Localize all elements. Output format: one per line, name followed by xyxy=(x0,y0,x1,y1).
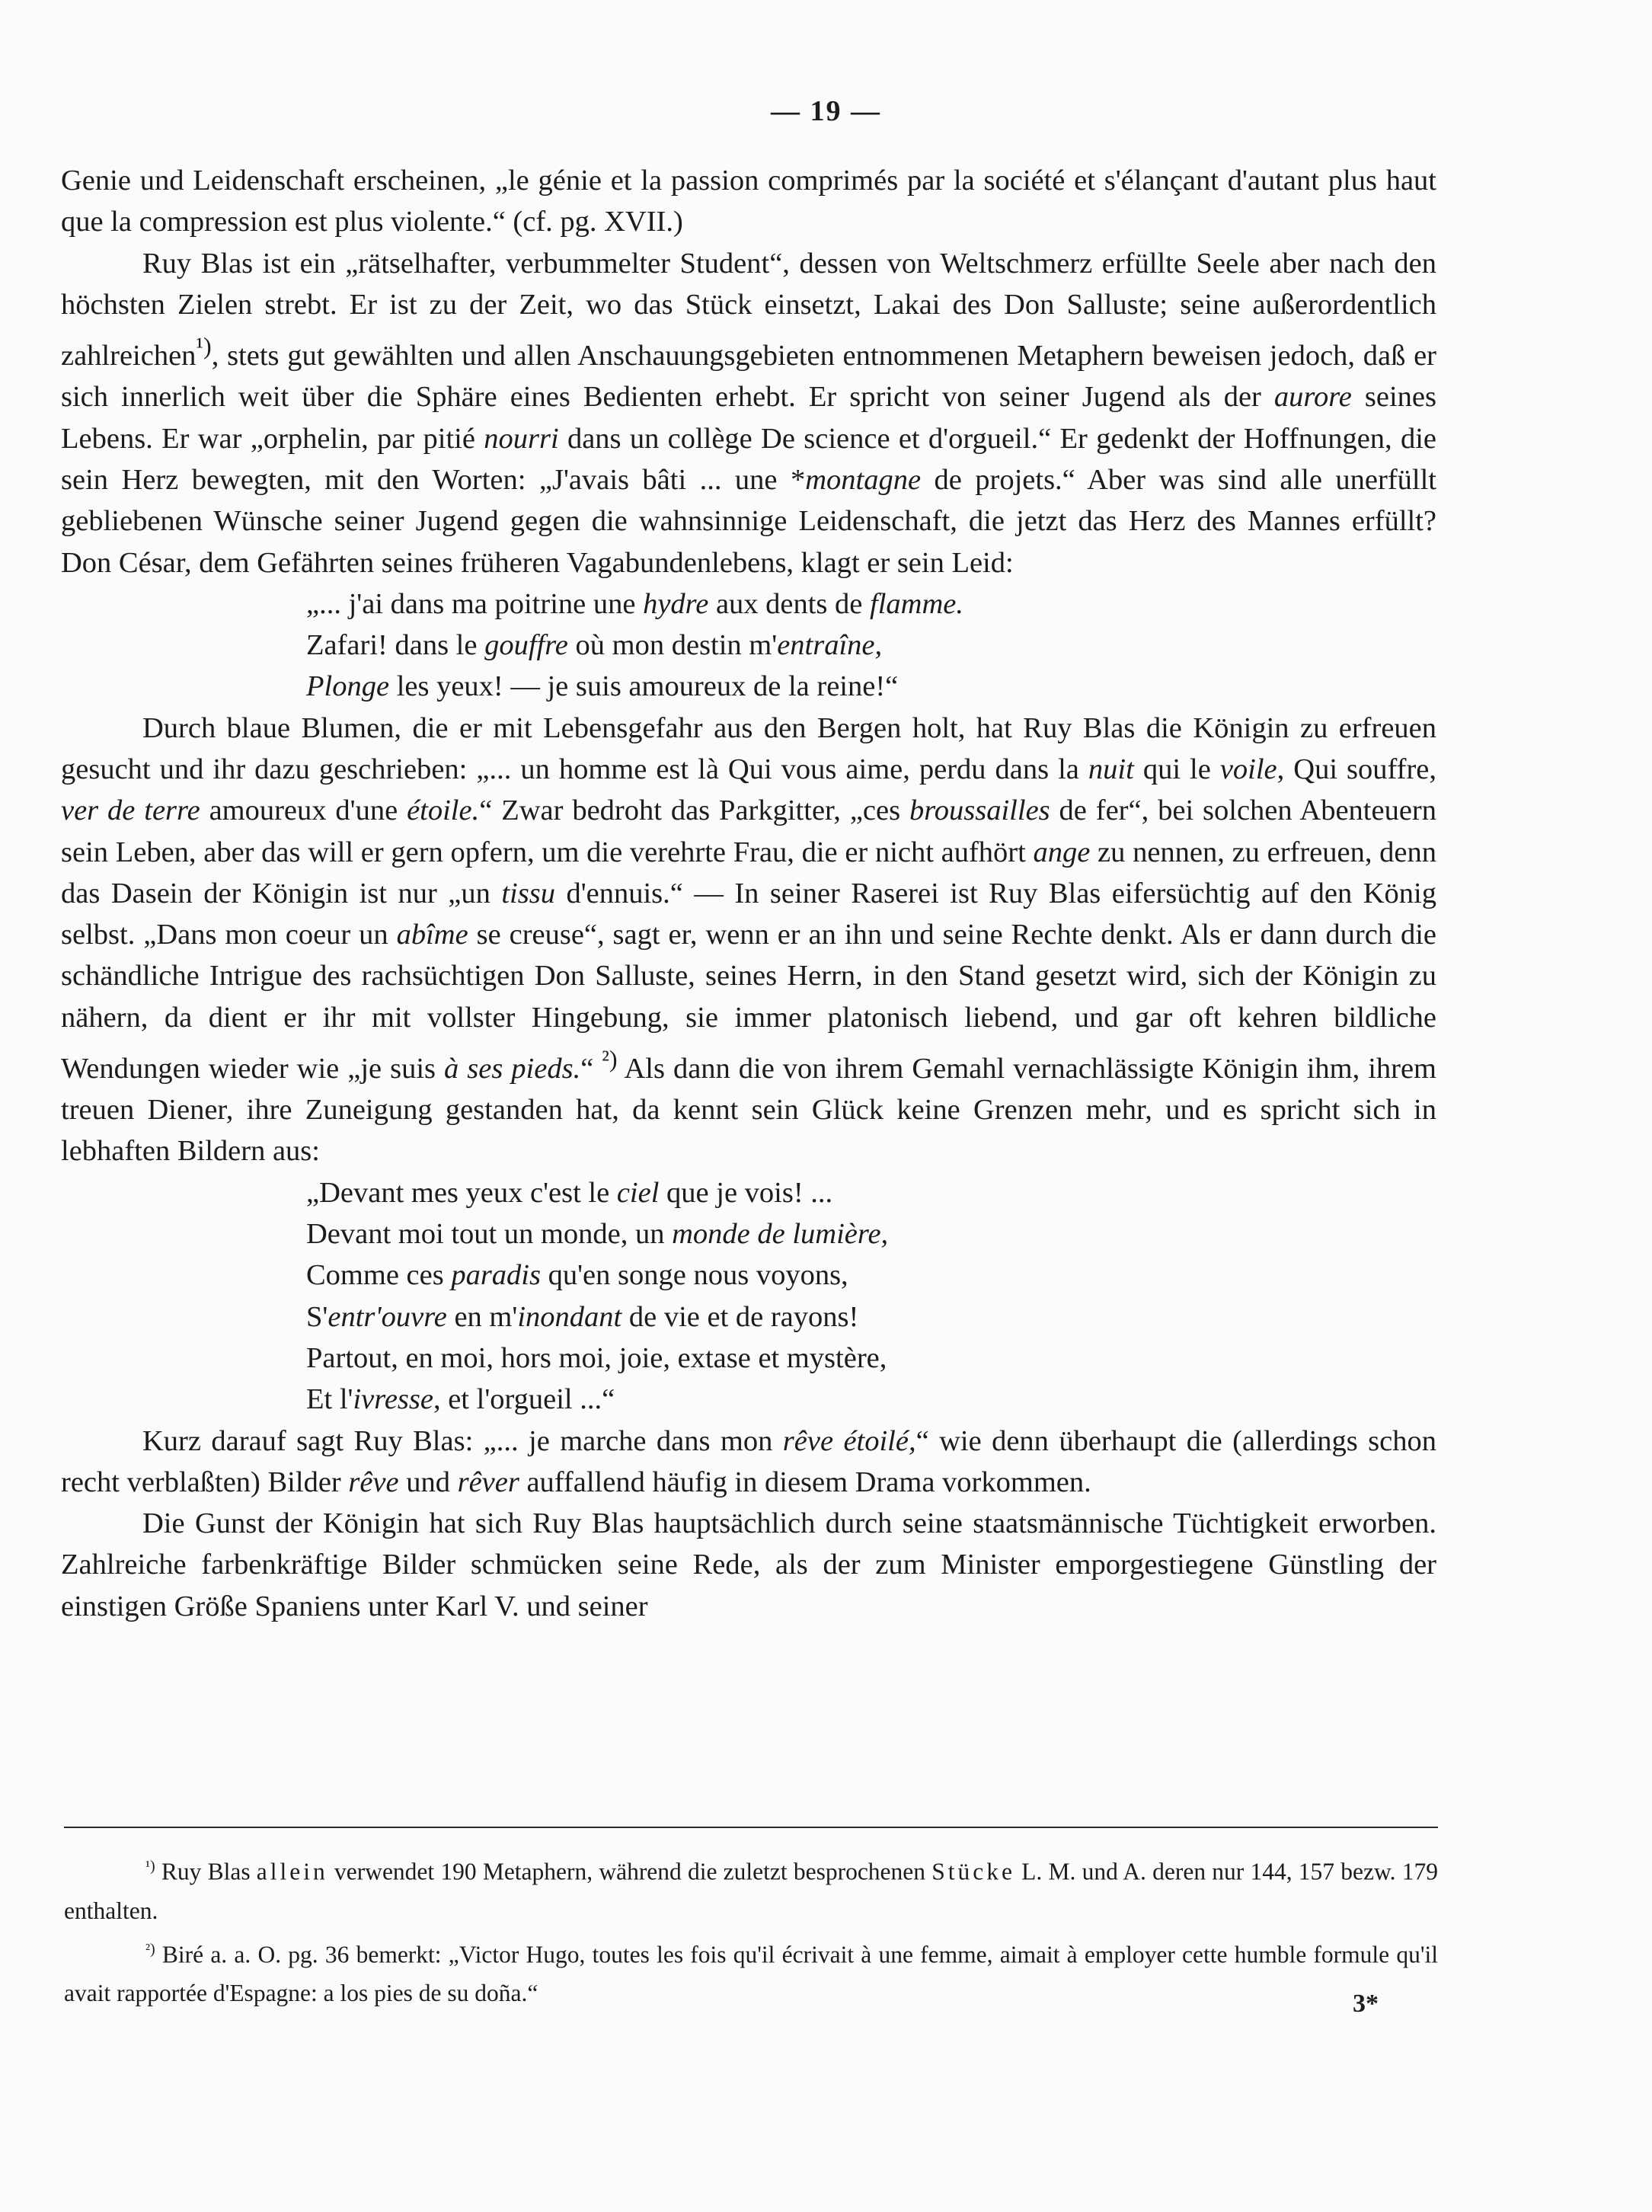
verse-quote-2 xyxy=(61,1172,1436,1421)
verse-line: Plonge les yeux! — je suis amoureux de la reine!“ xyxy=(306,670,899,703)
paragraph-3: Durch blaue Blumen, die er mit Lebensgefahr aus den Bergen holt, hat Ruy Blas die Königin zu erfreuen gesucht und ihr dazu geschrieben: „... un homme est là Qui vous aime, perdu dans la nuit qui le voile, Qui souffre, ver de terre amoureux d'une étoile.“ Zwar bedroht das Parkgitter, „ces broussailles de fer“, bei solchen Abenteuern sein Leben, aber das will er gern opfern, um die verehrte Frau, die er nicht aufhört ange zu nennen, zu erfreuen, denn das Dasein der Königin ist nur „un tissu d'ennuis.“ — In seiner Raserei ist Ruy Blas eifersüchtig auf den König selbst. „Dans mon coeur un abîme se creuse“, sagt er, wenn er an ihn und seine Rechte denkt. Als er dann durch die schändliche Intrigue des rachsüchtigen Don Salluste, seines Herrn, in den Stand gesetzt wird, sich der Königin zu nähern, da dient er ihr mit vollster Hingebung, sie immer platonisch liebend, und gar oft kehren bildliche Wendungen wieder wie „je suis à ses pieds.“ $^{^2)}$ Als dann die von ihrem Gemahl vernachlässigte Königin ihm, ihrem treuen Diener, ihre Zuneigung gestanden hat, da kennt sein Glück keine Grenzen mehr, und es spricht sich in lebhaften Bildern aus: xyxy=(61,711,1437,1168)
footnote-1: $^{^1)}$ Ruy Blas allein verwendet 190 Metaphern, während die zuletzt besprochenen Stücke L. M. und A. deren nur 144, 157 bezw. 179 enthalten. xyxy=(64,1858,1438,1924)
paragraph-1: Genie und Leidenschaft erscheinen, „le génie et la passion comprimés par la société et s'élançant d'autant plus haut que la compression est plus violente.“ (cf. pg. XVII.) xyxy=(61,165,1436,238)
footnote-2: $^{^2)}$ Biré a. a. O. pg. 36 bemerkt: „Victor Hugo, toutes les fois qu'il écrivait à une femme, aimait à employer cette humble formule qu'il avait rapportée d'Espagne: a los pies de su doña.“ xyxy=(64,1940,1438,2006)
body-text xyxy=(61,160,1436,1627)
verse-line: Comme ces paradis qu'en songe nous voyons, xyxy=(306,1259,848,1292)
paragraph-4: Kurz darauf sagt Ruy Blas: „... je marche dans mon rêve étoilé,“ wie denn überhaupt die (allerdings schon recht verblaßten) Bilder rêve und rêver auffallend häufig in diesem Drama vorkommen. xyxy=(61,1424,1437,1498)
verse-line: Partout, en moi, hors moi, joie, extase et mystère, xyxy=(306,1341,887,1374)
footnote-ref-2: ²) xyxy=(602,1045,618,1073)
paragraph-2: Ruy Blas ist ein „rätselhafter, verbummelter Student“, dessen von Weltschmerz erfüllte Seele aber nach den höchsten Zielen strebt. Er ist zu der Zeit, wo das Stück einsetzt, Lakai des Don Salluste; seine außerordentlich zahlreichen$^{^1)}$, stets gut gewählten und allen Anschauungsgebieten entnommenen Metaphern beweisen jedoch, daß er sich innerlich weit über die Sphäre eines Bedienten erhebt. Er spricht von seiner Jugend als der aurore seines Lebens. Er war „orphelin, par pitié nourri dans un collège De science et d'orgueil.“ Er gedenkt der Hoffnungen, die sein Herz bewegten, mit den Worten: „J'avais bâti ... une *montagne de projets.“ Aber was sind alle unerfüllt gebliebenen Wünsche seiner Jugend gegen die wahnsinnige Leidenschaft, die jetzt das Herz des Mannes erfüllt? Don César, dem Gefährten seines früheren Vagabundenlebens, klagt er sein Leid: xyxy=(61,247,1436,579)
footnote-divider xyxy=(64,1827,1438,1828)
paragraph-5: Die Gunst der Königin hat sich Ruy Blas hauptsächlich durch seine staatsmännische Tüchtigkeit erworben. Zahlreiche farbenkräftige Bilder schmücken seine Rede, als der zum Minister emporgestiegene Günstling der einstigen Größe Spaniens unter Karl V. und seiner xyxy=(61,1507,1436,1622)
verse-line: „... j'ai dans ma poitrine une hydre aux dents de flamme. xyxy=(306,587,963,620)
signature-mark: 3* xyxy=(1353,1990,1379,2018)
verse-line: Zafari! dans le gouffre où mon destin m'entraîne, xyxy=(306,629,883,662)
footnote-ref-1: ¹) xyxy=(196,332,212,360)
footnotes xyxy=(64,1847,1438,2012)
verse-line: „Devant mes yeux c'est le ciel que je vois! ... xyxy=(306,1176,833,1209)
verse-line: Et l'ivresse, et l'orgueil ...“ xyxy=(306,1383,615,1416)
verse-line: Devant moi tout un monde, un monde de lumière, xyxy=(306,1218,889,1251)
page-number: — 19 — xyxy=(771,95,881,127)
verse-quote-1 xyxy=(61,583,1436,708)
verse-line: S'entr'ouvre en m'inondant de vie et de rayons! xyxy=(306,1300,859,1333)
